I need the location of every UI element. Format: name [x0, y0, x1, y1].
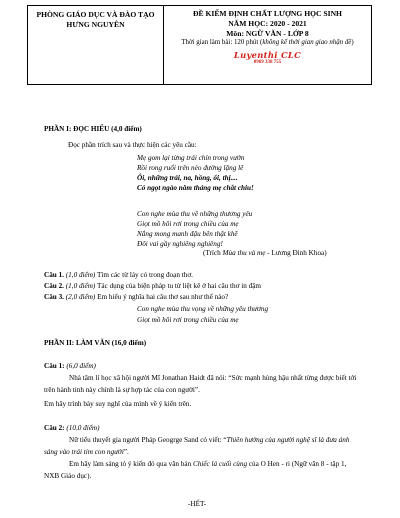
poem-citation: (Trích Mùa thu và mẹ - Lương Đình Khoa): [203, 249, 327, 257]
question-2: Câu 2. (1,0 điểm) Tác dụng của biện pháp tu từ liệt kê ở hai câu thơ in đậm: [44, 282, 261, 290]
question-3: Câu 3. (2,0 điểm) Em hiểu ý nghĩa hai câu thơ sau như thế nào?: [44, 293, 229, 301]
poem-line: Nắng mong manh đậu bên thật khẽ: [137, 230, 238, 238]
exam-header: [27, 5, 372, 85]
brand-phone: 0969 338 755: [253, 59, 282, 65]
part1-instruction: Đọc phần trích sau và thực hiện các yêu cầu:: [68, 141, 197, 149]
part1-heading: PHẦN I: ĐỌC HIỂU (4,0 điểm): [44, 125, 142, 133]
essay-question-1-task: Em hãy trình bày suy nghĩ của mình về ý kiến trên.: [44, 400, 192, 408]
poem-line: Giọt mồ hôi rơi trong chiều của mẹ: [137, 220, 239, 228]
poem-line: Đôi vai gầy nghiêng nghiêng!: [137, 240, 223, 248]
essay-question-2-label: Câu 2: (10,0 điểm): [44, 424, 100, 432]
school-year: NĂM HỌC: 2020 - 2021: [228, 19, 307, 28]
essay-question-1-text: Nhà tâm lí học xã hội người Mĩ Jonathan Haidt đã nói: “Sức mạnh hùng hậu nhất từng được biết tới trên hành tinh này chính là sự hợp tác của con người”.: [44, 374, 357, 394]
poem-line-bold: Ôi, những trái, na, hồng, ổi, thị....: [137, 174, 238, 182]
part2-heading: PHẦN II: LÀM VĂN (16,0 điểm): [44, 339, 147, 347]
poem-line-bold: Có ngọt ngào năm tháng mẹ chắt chiu!: [137, 184, 254, 192]
essay-question-2-quote: Nữ tiểu thuyết gia người Pháp Geogrge Sand có viết: “Thiên hướng của người nghệ sĩ là đưa ánh sáng vào trái tim con người”.: [44, 436, 350, 456]
organization-line-1: PHÒNG GIÁO DỤC VÀ ĐÀO TẠO: [36, 10, 155, 19]
end-marker: -HẾT-: [188, 500, 207, 508]
poem-line: Rồi rong ruổi trên nẻo đường lặng lẽ: [137, 164, 244, 172]
essay-question-1-label: Câu 1: (6,0 điểm): [44, 362, 96, 370]
poem-line: Con nghe mùa thu về những thương yêu: [137, 210, 253, 218]
question-1: Câu 1. (1,0 điểm) Tìm các từ láy có trong đoạn thơ.: [44, 271, 193, 279]
quoted-poem-line: Con nghe mùa thu vọng về những yêu thương: [137, 305, 269, 313]
organization-cell: [28, 6, 164, 85]
essay-question-2-task: Em hãy làm sáng tỏ ý kiến đó qua văn bản Chiếc lá cuối cùng của O Hen - ri (Ngữ văn 8 - tập 1, NXB Giáo dục).: [44, 460, 347, 480]
exam-info-cell: [164, 6, 372, 85]
exam-title: ĐỀ KIỂM ĐỊNH CHẤT LƯỢNG HỌC SINH: [193, 9, 342, 18]
organization-line-2: HƯNG NGUYÊN: [66, 20, 125, 29]
brand-logo: Luyenthi CLC: [233, 49, 302, 60]
quoted-poem-line: Giọt mồ hôi rơi trong chiều của mẹ: [137, 316, 239, 324]
time-allowed: Thời gian làm bài: 120 phút (không kể thời gian giao nhận đề): [181, 39, 354, 46]
poem-line: Mẹ gom lại từng trái chín trong vườn: [137, 154, 245, 162]
subject: Môn: NGỮ VĂN - LỚP 8: [226, 29, 309, 38]
